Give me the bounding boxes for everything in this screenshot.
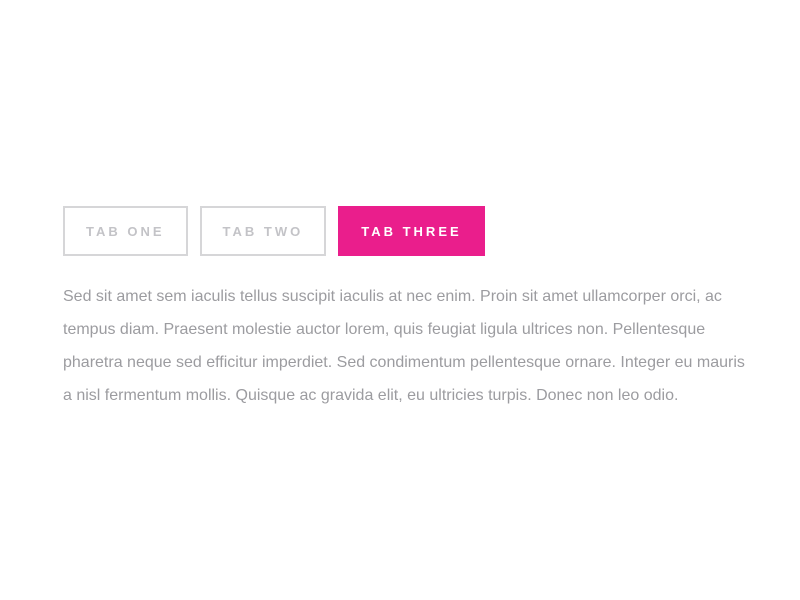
tab-panel-paragraph: Sed sit amet sem iaculis tellus suscipit iaculis at nec enim. Proin sit amet ullamcorper orci, ac tempus diam. Praesent molestie auctor lorem, quis feugiat ligula ultrices non. Pellentesque pharetra neque sed efficitur imperdiet. Sed condimentum pellentesque ornare. Integer eu mauris a nisl fermentum mollis. Quisque ac gravida elit, eu ultricies turpis. Donec non leo odio. bbox=[63, 288, 745, 404]
tab-one[interactable]: TAB ONE bbox=[63, 206, 188, 256]
tab-three[interactable]: TAB THREE bbox=[338, 206, 484, 256]
tab-list bbox=[63, 206, 760, 256]
tab-two[interactable]: TAB TWO bbox=[200, 206, 327, 256]
